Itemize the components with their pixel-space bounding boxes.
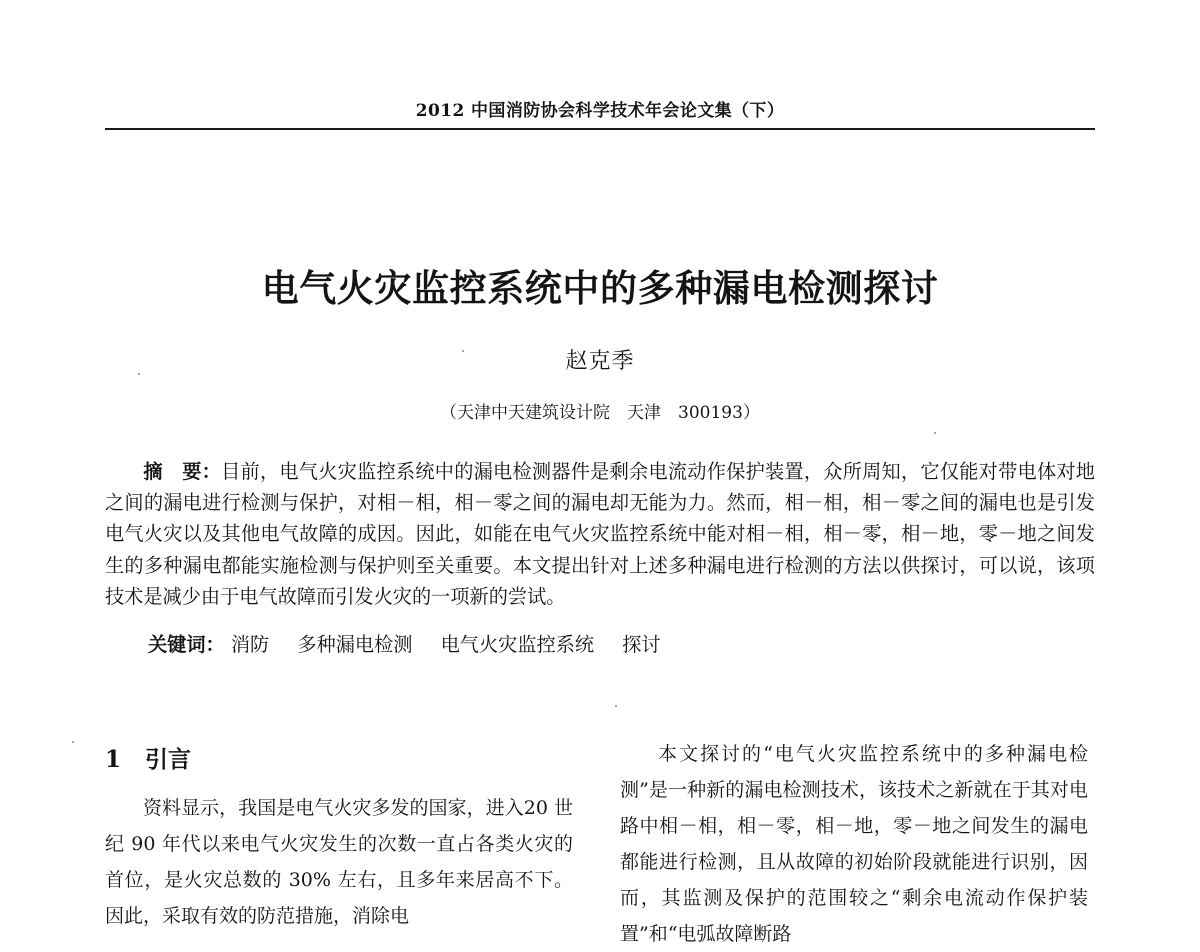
scan-speck (462, 350, 464, 352)
body-paragraph: 本文探讨的“电气火灾监控系统中的多种漏电检测”是一种新的漏电检测技术，该技术之新就在于其对电路中相－相，相－零，相－地，零－地之间发生的漏电都能进行检测，且从故障的初始阶段就能进行识别，因而，其监测及保护的范围较之“剩余电流动作保护装置”和“电弧故障断路 (620, 743, 1088, 945)
abstract-text: 目前，电气火灾监控系统中的漏电检测器件是剩余电流动作保护装置，众所周知，它仅能对带电体对地之间的漏电进行检测与保护，对相－相，相－零之间的漏电却无能为力。然而，相－相，相－零之间的漏电也是引发电气火灾以及其他电气故障的成因。因此，如能在电气火灾监控系统中能对相－相，相－零，相－地，零－地之间发生的多种漏电都能实施检测与保护则至关重要。本文提出针对上述多种漏电进行检测的方法以供探讨，可以说，该项技术是减少由于电气故障而引发火灾的一项新的尝试。 (105, 460, 1095, 608)
left-column (105, 736, 573, 934)
paper-title: 电气火灾监控系统中的多种漏电检测探讨 (261, 266, 939, 310)
section-heading (105, 736, 573, 784)
abstract-label: 摘 要： (143, 460, 222, 483)
running-header: 2012 中国消防协会科学技术年会论文集（下） (415, 101, 785, 121)
scan-speck (615, 705, 617, 707)
right-column (620, 736, 1088, 952)
keyword-item: 多种漏电检测 (297, 633, 413, 656)
scan-speck (138, 373, 140, 375)
section-number: 1 (105, 746, 122, 773)
abstract (105, 456, 1095, 612)
keywords-label: 关键词： (148, 633, 225, 656)
keyword-item: 电气火灾监控系统 (440, 633, 595, 656)
section-title: 引言 (145, 746, 191, 773)
scan-speck (934, 432, 936, 434)
keyword-item: 探讨 (622, 633, 661, 656)
header-rule (105, 128, 1095, 130)
author-name: 赵克季 (565, 349, 635, 374)
keyword-item: 消防 (230, 633, 270, 656)
author-affiliation: （天津中天建筑设计院 天津 300193） (440, 403, 760, 423)
body-paragraph: 资料显示，我国是电气火灾多发的国家，进入20 世纪 90 年代以来电气火灾发生的次数一直占各类火灾的首位，是火灾总数的 30% 左右，且多年来居高不下。因此，采取有效的防范措施，消除电 (105, 797, 573, 927)
keywords (148, 629, 1088, 660)
scan-speck (72, 741, 74, 743)
